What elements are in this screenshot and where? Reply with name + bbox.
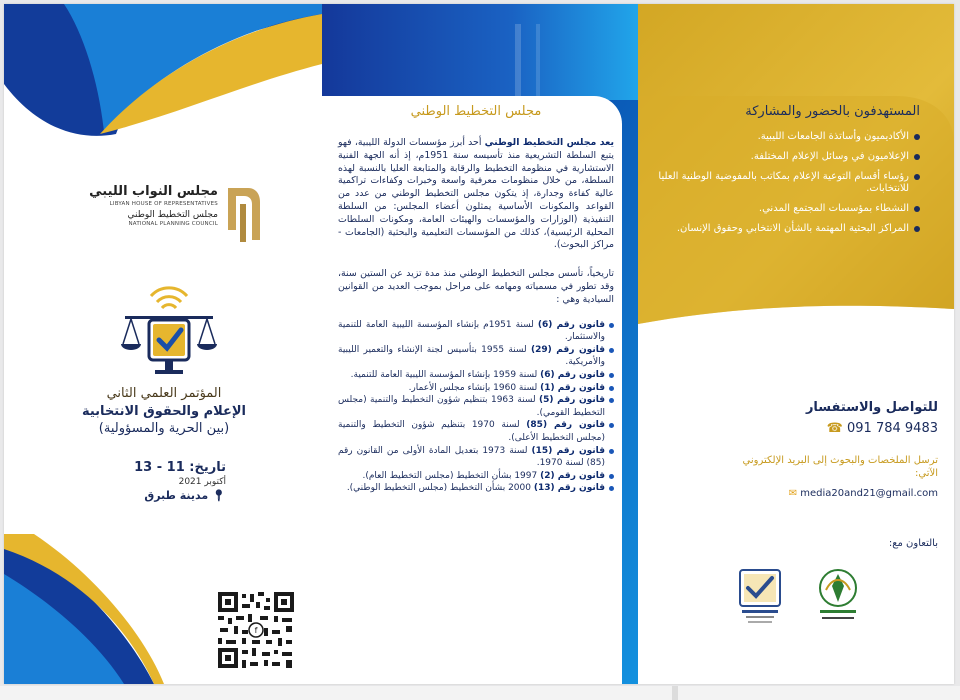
cooperation-label: بالتعاون مع: [888, 538, 938, 549]
left-panel [4, 4, 322, 684]
law-number: قانون رقم (5) [539, 395, 605, 406]
list-item [338, 482, 614, 495]
location-pin-icon: 📍︎ [212, 489, 226, 502]
date-month: أكتوبر 2021 [178, 477, 226, 487]
list-item [338, 382, 614, 395]
list-item [338, 470, 614, 483]
conference-date [116, 460, 226, 502]
logo-arabic-council: مجلس التخطيط الوطني [127, 210, 218, 220]
law-number: قانون رقم (13) [533, 483, 605, 494]
law-number: قانون رقم (1) [540, 382, 605, 393]
law-text: لسنة 1951م بإنشاء المؤسسة الليبية العامة للتنمية والاستثمار. [338, 319, 605, 343]
intro-bold: يعد مجلس التخطيط الوطني [484, 137, 614, 148]
council-intro-paragraph [338, 137, 614, 252]
law-text: لسنة 1959 بإنشاء المؤسسة الليبية العامة للتنمية. [350, 369, 538, 380]
list-item: الإعلاميون في وسائل الإعلام المختلفة. [658, 151, 920, 163]
conference-title-line3: (بين الحرية والمسؤولية) [98, 421, 230, 436]
law-number: قانون رقم (2) [540, 470, 605, 481]
conference-title-line1: المؤتمر العلمي الثاني [106, 386, 222, 401]
list-item: المراكز البحثية المهتمة بالشأن الانتخابي وحقوق الإنسان. [658, 223, 920, 235]
list-item [338, 369, 614, 382]
law-text: لسنة 1960 بإنشاء مجلس الأعمار. [408, 382, 538, 393]
date-city [116, 489, 226, 502]
logo-text [78, 184, 218, 227]
council-logo [82, 184, 262, 254]
council-logo-mark-icon [222, 184, 262, 246]
list-item [338, 344, 614, 369]
email-address: media20and21@gmail.com [800, 488, 938, 499]
qr-code-icon[interactable] [216, 590, 296, 670]
law-number: قانون رقم (6) [540, 369, 605, 380]
list-item: الأكاديميون وأساتذة الجامعات الليبية. [658, 131, 920, 143]
phone-number: 091 784 9483 [847, 421, 938, 436]
council-heading: مجلس التخطيط الوطني [410, 104, 542, 119]
list-item [338, 394, 614, 419]
contact-phone[interactable] [718, 421, 938, 436]
law-number: قانون رقم (15) [531, 445, 605, 456]
intro-text: أحد أبرز مؤسسات الدولة الليبية، فهو يتبع السلطة التشريعية منذ تأسيسه سنة 1951م، إذ أنه الجهة الفنية الاستشارية في منظومة التخطيط والرقابة والمتابعة العليا بالنسبة لهذه السلطة، من خلال منظومات معرفية واسعة وخبرات وكفاءات تراكمية عالية كفاءة وجدارة، إذ يتكون مجلس التخطيط الوطني من عدد من القواعد والمكونات الأساسية يمثلون أعضاء المجلس: من السلطة التنفيذية (الوزارات والمؤسسات والهيئات العامة، ومكونات السلطات المحلية الرئيسية)، كذلك من المؤسسات التعليمية والبحثية (الجامعات - مراكز البحوث). [338, 137, 614, 251]
email-icon: ✉ [788, 488, 798, 499]
right-panel [638, 4, 954, 684]
date-days: تاريخ: 11 - 13 [134, 460, 226, 475]
conference-title [24, 386, 304, 436]
middle-panel [322, 4, 638, 684]
partner-logos [738, 564, 878, 634]
law-number: قانون رقم (6) [537, 319, 605, 330]
list-item: النشطاء بمؤسسات المجتمع المدني. [658, 203, 920, 215]
middle-content [338, 100, 614, 495]
contact-email[interactable] [718, 488, 938, 499]
contact-title: للتواصل والاستفسار [805, 400, 938, 415]
election-commission-logo-icon [740, 570, 780, 623]
council-history-paragraph: تاريخياً، تأسس مجلس التخطيط الوطني منذ مدة تزيد عن الستين سنة، وقد تطور في مسمياته ومهامه على مراحل بموجب العديد من القوانين السيادية وهي : [338, 268, 614, 305]
law-text: لسنة 1963 بتنظيم شؤون التخطيط والتنمية (مجلس التخطيط القومي). [338, 395, 605, 418]
conference-title-line2: الإعلام والحقوق الانتخابية [81, 404, 247, 419]
law-text: لسنة 1970 بتنظيم شؤون التخطيط والتنمية (مجلس التخطيط الأعلى). [338, 420, 605, 443]
scale-check-emblem-icon [119, 286, 219, 378]
list-item [338, 419, 614, 444]
law-text: لسنة 1973 بتعديل المادة الأولى من القانون رقم (85) لسنة 1970. [338, 445, 605, 469]
phone-icon: ☎ [826, 421, 843, 436]
logo-english-council: NATIONAL PLANNING COUNCIL [128, 221, 218, 227]
logo-english-name: LIBYAN HOUSE OF REPRESENTATIVES [109, 201, 218, 207]
audience-section [658, 100, 920, 243]
audience-heading: المستهدفون بالحضور والمشاركة [745, 104, 920, 119]
law-text: 2000 بشأن التخطيط (مجلس التخطيط الوطني). [346, 483, 531, 494]
svg-text:f: f [254, 626, 258, 635]
tobruk-university-logo-icon [820, 570, 856, 619]
list-item [338, 319, 614, 344]
list-item: رؤساء أقسام التوعية الإعلام بمكاتب بالمفوضية الوطنية العليا للانتخابات. [658, 171, 920, 195]
law-text: 1997 بشأن التخطيط (مجلس التخطيط العام). [362, 470, 538, 481]
next-page-strip [0, 686, 960, 700]
law-number: قانون رقم (85) [526, 420, 605, 431]
law-text: لسنة 1955 بتأسيس لجنة الإنشاء والتعمير الليبية والأمريكية. [338, 344, 605, 368]
contact-section [718, 400, 938, 499]
logo-arabic-name: مجلس النواب الليبي [89, 184, 218, 199]
laws-list [338, 319, 614, 495]
brochure-sheet [4, 4, 954, 684]
audience-list [658, 131, 920, 235]
list-item [338, 445, 614, 470]
page-separator [672, 686, 678, 700]
date-city-text: مدينة طبرق [144, 489, 209, 502]
law-number: قانون رقم (29) [530, 344, 605, 355]
submission-note: ترسل الملخصات والبحوث إلى البريد الإلكتروني الآتي: [742, 455, 938, 479]
